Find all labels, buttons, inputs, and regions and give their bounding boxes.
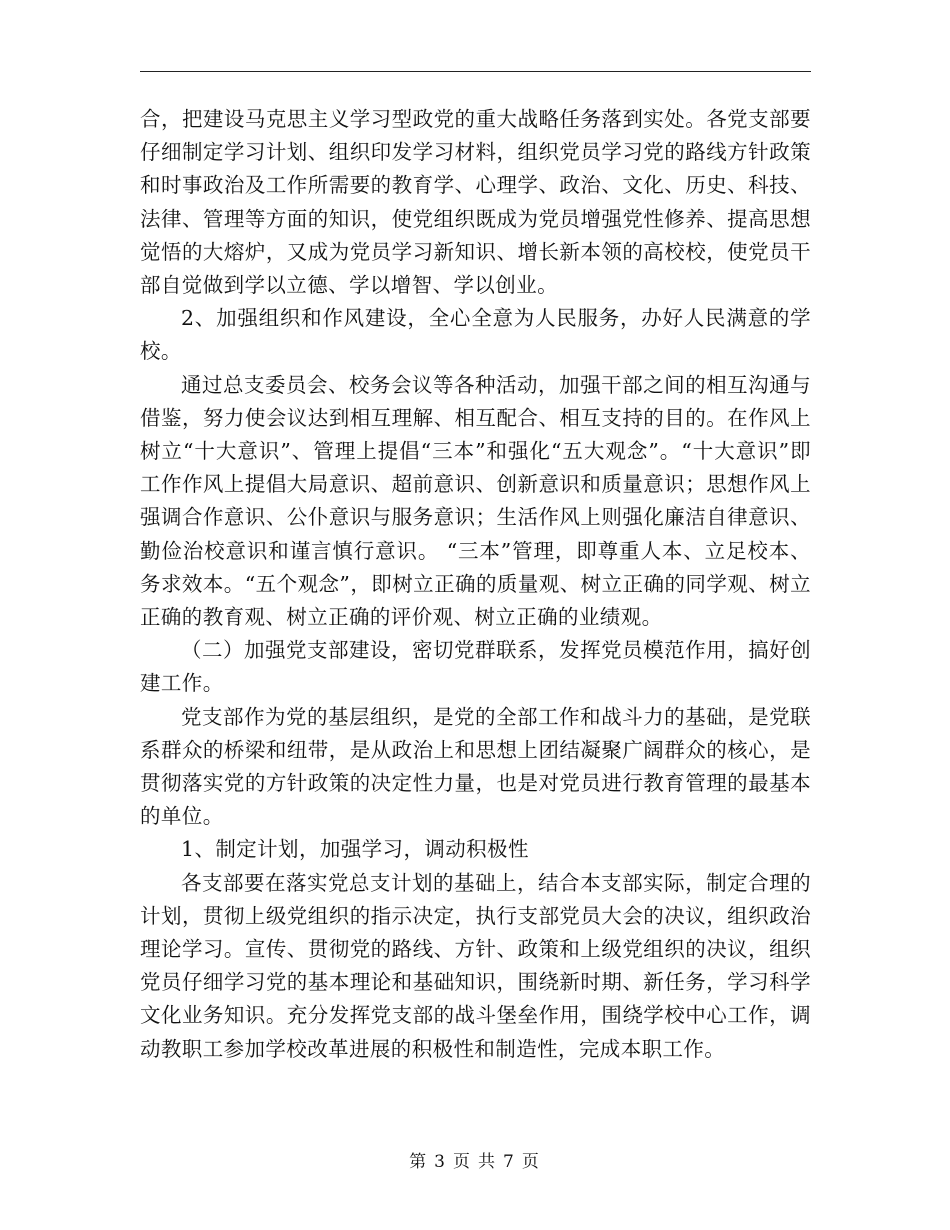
page-footer xyxy=(0,1147,950,1172)
paragraph-heading: 1、制定计划，加强学习，调动积极性 xyxy=(181,837,529,862)
document-body xyxy=(140,103,811,1066)
footer-prefix: 第 xyxy=(409,1152,429,1172)
footer-total-prefix: 共 xyxy=(478,1152,497,1172)
paragraph: 党支部作为党的基层组织，是党的全部工作和战斗力的基础，是党联系群众的桥梁和纽带，是从政治上和思想上团结凝聚广阔群众的核心，是贯彻落实党的方针政策的决定性力量，也是对党员进行教育管理的最基本的单位。 xyxy=(140,704,811,829)
paragraph: 合，把建设马克思主义学习型政党的重大战略任务落到实处。各党支部要仔细制定学习计划、组织印发学习材料，组织党员学习党的路线方针政策和时事政治及工作所需要的教育学、心理学、政治、文化、历史、科技、法律、管理等方面的知识，使党组织既成为党员增强党性修养、提高思想觉悟的大熔炉，又成为党员学习新知识、增长新本领的高校校，使党员干部自觉做到学以立德、学以增智、学以创业。 xyxy=(140,107,811,298)
header-rule xyxy=(140,71,811,72)
total-pages: 7 xyxy=(503,1152,516,1172)
paragraph: 通过总支委员会、校务会议等各种活动，加强干部之间的相互沟通与借鉴，努力使会议达到相互理解、相互配合、相互支持的目的。在作风上树立“十大意识”、管理上提倡“三本”和强化“五大观念”。“十大意识”即工作作风上提倡大局意识、超前意识、创新意识和质量意识；思想作风上强调合作意识、公仆意识与服务意识；生活作风上则强化廉洁自律意识、勤俭治校意识和谨言慎行意识。 “三本”管理，即尊重人本、立足校本、务求效本。“五个观念”，即树立正确的质量观、树立正确的同学观、树立正确的教育观、树立正确的评价观、树立正确的业绩观。 xyxy=(140,372,811,630)
footer-total-unit: 页 xyxy=(521,1152,541,1172)
paragraph-heading: 2、加强组织和作风建设，全心全意为人民服务，办好人民满意的学校。 xyxy=(140,306,811,364)
paragraph: 各支部要在落实党总支计划的基础上，结合本支部实际，制定合理的计划，贯彻上级党组织的指示决定，执行支部党员大会的决议，组织政治理论学习。宣传、贯彻党的路线、方针、政策和上级党组织的决议，组织党员仔细学习党的基本理论和基础知识，围绕新时期、新任务，学习科学文化业务知识。充分发挥党支部的战斗堡垒作用，围绕学校中心工作，调动教职工参加学校改革进展的积极性和制造性，完成本职工作。 xyxy=(140,870,811,1061)
paragraph-heading: （二）加强党支部建设，密切党群联系，发挥党员模范作用，搞好创建工作。 xyxy=(140,638,811,696)
page-number: 3 xyxy=(434,1152,447,1172)
footer-page-unit: 页 xyxy=(453,1152,472,1172)
